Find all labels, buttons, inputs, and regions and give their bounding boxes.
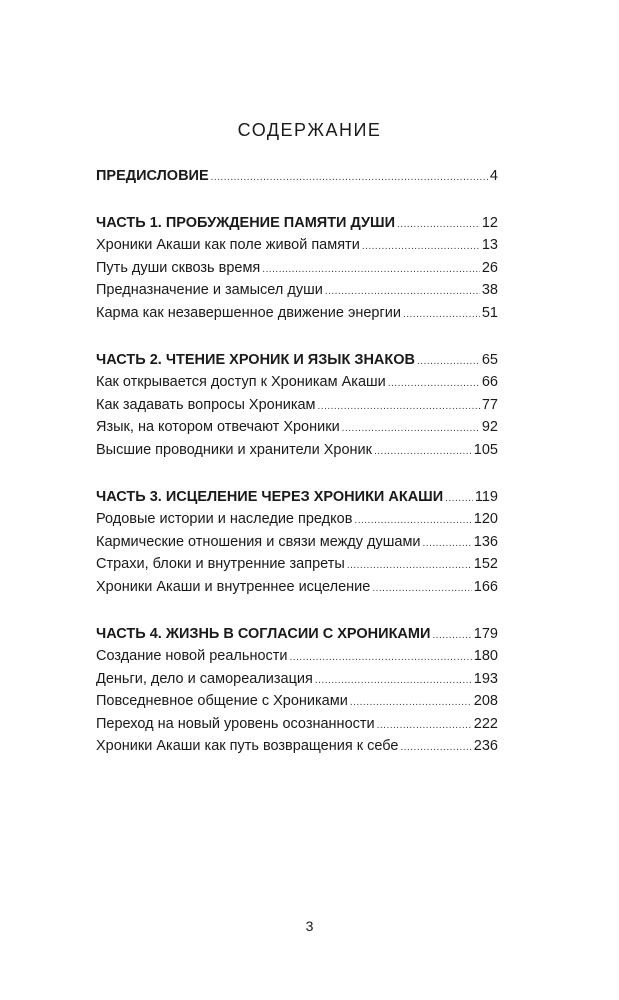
toc-entry-label: Как задавать вопросы Хроникам — [96, 396, 316, 413]
toc-entry-label: ЧАСТЬ 3. ИСЦЕЛЕНИЕ ЧЕРЕЗ ХРОНИКИ АКАШИ — [96, 488, 444, 505]
dot-leader — [290, 652, 472, 663]
toc-entry-label: Создание новой реальности — [96, 648, 288, 665]
dot-leader — [211, 172, 488, 183]
dot-leader — [318, 401, 480, 412]
toc-entry — [96, 419, 498, 442]
toc-part-heading — [96, 215, 498, 238]
toc-entry — [96, 648, 498, 671]
dot-leader — [325, 286, 480, 297]
toc-entry — [96, 374, 498, 397]
dot-leader — [354, 515, 471, 526]
toc-entry-page: 193 — [473, 670, 498, 687]
dot-leader — [372, 583, 471, 594]
toc-entry-label: ЧАСТЬ 4. ЖИЗНЬ В СОГЛАСИИ С ХРОНИКАМИ — [96, 625, 431, 642]
toc-entry-page: 119 — [474, 488, 498, 505]
toc-entry — [96, 260, 498, 283]
toc-entry-page: 77 — [481, 396, 498, 413]
dot-leader — [350, 697, 472, 708]
dot-leader — [400, 742, 471, 753]
toc-entry — [96, 305, 498, 328]
toc-entry-page: 222 — [473, 715, 498, 732]
toc-entry-label: Предназначение и замысел души — [96, 282, 323, 299]
toc-entry-label: ЧАСТЬ 1. ПРОБУЖДЕНИЕ ПАМЯТИ ДУШИ — [96, 214, 396, 231]
toc-entry — [96, 237, 498, 260]
dot-leader — [374, 446, 472, 457]
toc-entry — [96, 693, 498, 716]
toc-section-part-4 — [96, 626, 498, 762]
toc-section-part-3 — [96, 489, 498, 602]
dot-leader — [423, 538, 472, 549]
toc-entry — [96, 534, 498, 557]
toc-section-preface — [96, 168, 498, 191]
dot-leader — [262, 264, 480, 275]
dot-leader — [362, 241, 480, 252]
toc-entry-page: 92 — [481, 419, 498, 436]
toc-part-heading — [96, 352, 498, 375]
toc-entry — [96, 579, 498, 602]
toc-section-part-2 — [96, 352, 498, 465]
toc-entry-page: 4 — [489, 168, 498, 184]
toc-entry-page: 236 — [473, 738, 498, 755]
toc-entry-page: 180 — [473, 648, 498, 665]
dot-leader — [417, 356, 480, 367]
toc-entry — [96, 556, 498, 579]
toc-entry-page: 179 — [473, 625, 498, 642]
toc-entry-label: ПРЕДИСЛОВИЕ — [96, 168, 209, 184]
dot-leader — [377, 720, 472, 731]
toc-entry-label: Хроники Акаши и внутреннее исцеление — [96, 578, 371, 595]
dot-leader — [397, 219, 480, 230]
toc-entry-page: 105 — [473, 441, 498, 458]
toc-entry — [96, 442, 498, 465]
dot-leader — [403, 309, 480, 320]
dot-leader — [347, 560, 472, 571]
toc-entry — [96, 511, 498, 534]
toc-entry — [96, 282, 498, 305]
toc-entry-label: Кармические отношения и связи между душами — [96, 533, 421, 550]
toc-entry-page: 12 — [481, 214, 498, 231]
toc-entry-preface — [96, 168, 498, 191]
toc-entry-label: Родовые истории и наследие предков — [96, 511, 353, 528]
toc-entry-label: Повседневное общение с Хрониками — [96, 693, 348, 710]
toc-entry-page: 26 — [481, 259, 498, 276]
toc-entry-page: 166 — [473, 578, 498, 595]
toc-entry-label: Страхи, блоки и внутренние запреты — [96, 556, 345, 573]
toc-entry-label: Как открывается доступ к Хроникам Акаши — [96, 374, 386, 391]
toc-part-heading — [96, 489, 498, 512]
toc-entry — [96, 738, 498, 761]
toc-entry-label: Переход на новый уровень осознанности — [96, 715, 375, 732]
table-of-contents — [96, 168, 498, 785]
toc-entry-label: Путь души сквозь время — [96, 259, 261, 276]
toc-entry-page: 13 — [481, 237, 498, 254]
toc-entry-page: 152 — [473, 556, 498, 573]
dot-leader — [315, 675, 472, 686]
toc-entry-page: 136 — [473, 533, 498, 550]
toc-entry-label: Хроники Акаши как путь возвращения к себе — [96, 738, 399, 755]
toc-entry-page: 208 — [473, 693, 498, 710]
toc-entry-label: Высшие проводники и хранители Хроник — [96, 441, 372, 458]
dot-leader — [342, 423, 480, 434]
toc-entry-page: 38 — [481, 282, 498, 299]
page-number: 3 — [305, 918, 314, 934]
toc-part-heading — [96, 626, 498, 649]
toc-entry-label: Хроники Акаши как поле живой памяти — [96, 237, 360, 254]
dot-leader — [388, 378, 480, 389]
dot-leader — [445, 493, 473, 504]
toc-entry — [96, 716, 498, 739]
toc-entry-label: ЧАСТЬ 2. ЧТЕНИЕ ХРОНИК И ЯЗЫК ЗНАКОВ — [96, 351, 416, 368]
toc-section-part-1 — [96, 215, 498, 328]
page-title: СОДЕРЖАНИЕ — [237, 120, 382, 140]
toc-entry-label: Карма как незавершенное движение энергии — [96, 304, 401, 321]
toc-entry — [96, 397, 498, 420]
toc-entry — [96, 671, 498, 694]
toc-entry-page: 51 — [481, 304, 498, 321]
toc-entry-page: 66 — [481, 374, 498, 391]
toc-entry-page: 65 — [481, 351, 498, 368]
toc-entry-label: Язык, на котором отвечают Хроники — [96, 419, 340, 436]
toc-entry-page: 120 — [473, 511, 498, 528]
dot-leader — [432, 630, 471, 641]
toc-entry-label: Деньги, дело и самореализация — [96, 670, 313, 687]
